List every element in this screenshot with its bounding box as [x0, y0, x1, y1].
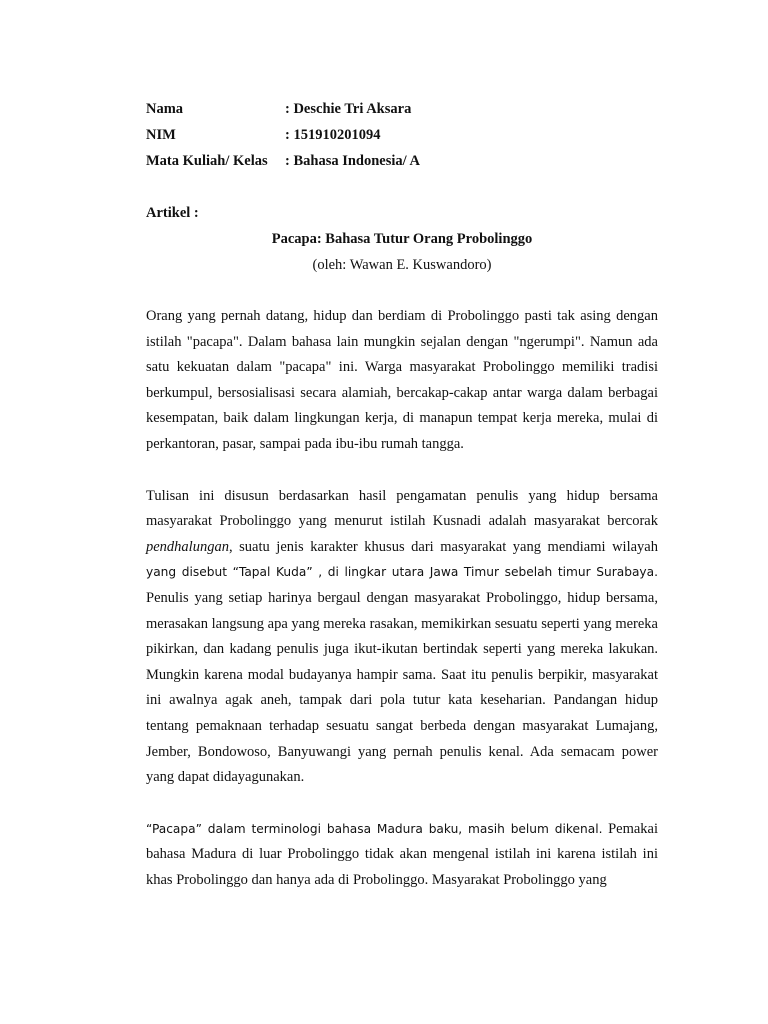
- kelas-value: : Bahasa Indonesia/ A: [285, 153, 420, 169]
- document-page: [146, 96, 658, 893]
- nama-label: Nama: [146, 101, 184, 117]
- paragraph-2-sans-segment: yang disebut “Tapal Kuda” , di lingkar utara Jawa Timur sebelah timur Surabaya.: [146, 565, 658, 580]
- artikel-label: Artikel :: [146, 205, 199, 221]
- nama-value: : Deschie Tri Aksara: [285, 101, 412, 117]
- meta-row-nama: [146, 96, 658, 122]
- paragraph-3: [146, 817, 658, 894]
- nim-value: : 151910201094: [285, 127, 381, 143]
- paragraph-3-part-a: Pemakai bahasa Madura di luar Probolinggo tidak akan mengenal istilah ini karena istilah ini khas Probolinggo dan hanya ada di Probolinggo. Masyarakat Probolinggo yang: [146, 820, 658, 888]
- article-title: Pacapa: Bahasa Tutur Orang Probolinggo: [271, 231, 533, 247]
- paragraph-2-part-b: , suatu jenis karakter khusus dari masyarakat yang mendiami wilayah: [228, 538, 658, 555]
- paragraph-2: [146, 484, 658, 791]
- kelas-label: Mata Kuliah/ Kelas: [146, 153, 268, 169]
- paragraph-1: Orang yang pernah datang, hidup dan berdiam di Probolinggo pasti tak asing dengan istilah "pacapa". Dalam bahasa lain mungkin sejalan dengan "ngerumpi". Namun ada satu kekuatan dalam "pacapa" ini. Warga masyarakat Probolinggo memiliki tradisi berkumpul, bersosialisasi secara alamiah, bercakap-cakap antar warga dalam berbagai kesempatan, baik dalam lingkungan kerja, di manapun tempat kerja mereka, mulai di perkantoran, pasar, sampai pada ibu-ibu rumah tangga.: [146, 308, 658, 452]
- meta-row-nim: [146, 122, 658, 148]
- meta-row-kelas: [146, 148, 658, 174]
- nim-label: NIM: [146, 127, 176, 143]
- paragraph-2-part-a: Tulisan ini disusun berdasarkan hasil pengamatan penulis yang hidup bersama masyarakat Probolinggo yang menurut istilah Kusnadi adalah masyarakat bercorak: [146, 487, 658, 530]
- paragraph-3-sans-segment: “Pacapa” dalam terminologi bahasa Madura baku, masih belum dikenal.: [146, 821, 603, 836]
- paragraph-2-italic-term: pendhalungan: [146, 538, 229, 555]
- article-author: (oleh: Wawan E. Kuswandoro): [312, 257, 492, 273]
- paragraph-2-part-c: Penulis yang setiap harinya bergaul dengan masyarakat Probolinggo, hidup bersama, merasakan langsung apa yang mereka rasakan, memikirkan sesuatu seperti yang mereka pikirkan, dan kadang penulis juga ikut-ikutan bertindak seperti yang mereka lakukan. Mungkin karena modal budayanya hampir sama. Saat itu penulis berpikir, masyarakat ini awalnya agak aneh, tampak dari pola tutur kata keseharian. Pandangan hidup tentang pemaknaan terhadap sesuatu sangat berbeda dengan masyarakat Lumajang, Jember, Bondowoso, Banyuwangi yang pernah penulis kenal. Ada semacam power yang dapat didayagunakan.: [146, 589, 658, 786]
